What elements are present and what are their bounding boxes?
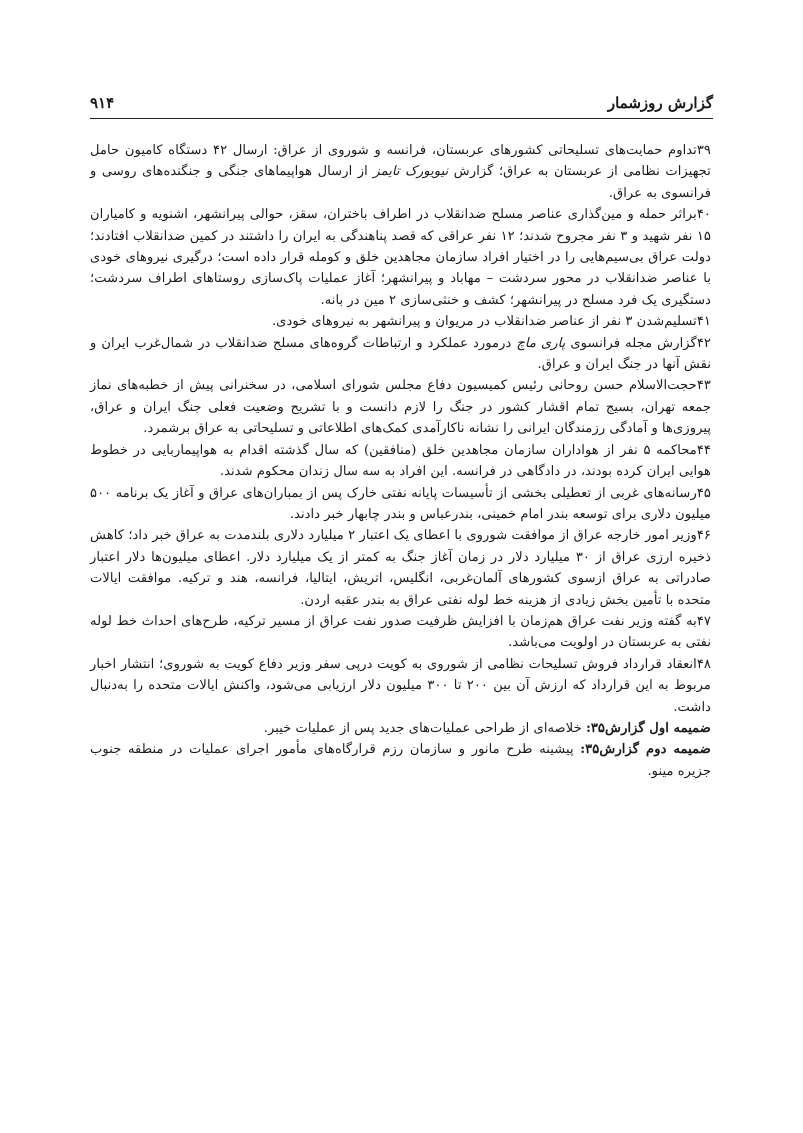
report-item-45 (90, 483, 711, 526)
item-text: انعقاد قرارداد فروش تسلیحات نظامی از شوروی به کویت درپی سفر وزیر دفاع کویت به شوروی؛ انتشار اخبار مربوط به این قرارداد که ارزش آن بین ۲۰۰ تا ۳۰۰ میلیون دلار ارزیابی می‌شود، واکنش ایالات متحده را به‌دنبال داشت. (90, 656, 711, 715)
report-body (90, 140, 711, 782)
item-number: ۴۲ (696, 335, 711, 351)
item-text: به گفته وزیر نفت عراق هم‌زمان با افزایش ظرفیت صدور نفت عراق از مسیر ترکیه، طرح‌های احداث خط لوله نفتی به عربستان در اولویت می‌باشد. (90, 613, 711, 651)
appendix-1 (90, 718, 711, 739)
report-item-40 (90, 204, 711, 311)
item-text-continued: از ارسال هواپیماهای جنگی و جنگنده‌های روسی و فرانسوی به عراق. (90, 164, 711, 201)
item-number: ۳۹ (696, 143, 711, 158)
item-text: وزیر امور خارجه عراق از موافقت شوروی با اعطای یک اعتبار ۲ میلیارد دلاری بلندمدت به عراق خبر داد؛ کاهش ذخیره ارزی عراق از ۳۰ میلیارد دلار در زمان آغاز جنگ به کمتر از یک میلیارد دلار. اعطای میلیون‌ها دلار اعتبار صادراتی به عراق ازسوی کشورهای آلمان‌غربی، انگلیس، اتریش، ایتالیا، فرانسه، هند و ترکیه. موافقت ایالات متحده با تأمین بخش زیادی از هزینه خط لوله نفتی عراق به بندر عقبه اردن. (90, 528, 711, 608)
item-text: رسانه‌های غربی از تعطیلی بخشی از تأسیسات پایانه نفتی خارک پس از بمباران‌های عراق و آغاز یک برنامه ۵۰۰ میلیون دلاری برای توسعه بندر امام خمینی، بندرعباس و بندر چابهار خبر دادند. (90, 485, 711, 522)
item-text: محاکمه ۵ نفر از هواداران سازمان مجاهدین خلق (منافقین) که سال گذشته اقدام به هواپیماربایی در خطوط هوایی ایران کرده بودند، در دادگاهی در فرانسه. این افراد به سه سال زندان محکوم شدند. (90, 442, 711, 480)
report-item-46 (90, 525, 711, 611)
item-text: گزارش مجله فرانسوی (565, 335, 697, 351)
appendix-text: خلاصه‌ای از طراحی عملیات‌های جدید پس از عملیات خیبر. (263, 720, 586, 736)
report-item-44 (90, 440, 711, 483)
appendix-2 (90, 739, 711, 782)
page-number: ۹۱۴ (90, 94, 115, 112)
item-number: ۴۴ (696, 442, 711, 458)
item-publication: نیویورک تایمز (373, 164, 449, 180)
item-number: ۴۶ (696, 528, 711, 544)
item-text: تداوم حمایت‌های تسلیحاتی کشورهای عربستان، فرانسه و شوروی از عراق: ارسال ۴۲ دستگاه کامیون حامل تجهیزات نظامی از عربستان به عراق؛ گزارش (90, 143, 711, 180)
report-item-47 (90, 611, 711, 654)
report-item-42 (90, 333, 711, 376)
appendix-label: ضمیمه دوم گزارش۳۵: (580, 742, 711, 758)
item-number: ۴۵ (696, 485, 711, 501)
report-item-39 (90, 140, 711, 204)
item-number: ۴۱ (696, 314, 711, 330)
item-text: حجت‌الاسلام حسن روحانی رئیس کمیسیون دفاع مجلس شورای اسلامی، در سخنرانی پیش از خطبه‌های نماز جمعه تهران، بسیج تمام اقشار کشور در جنگ را لازم دانست و با تشریح وضعیت فعلی جنگ ایران و عراق، پیروزی‌ها و آمادگی رزمندگان ایرانی را نشانه ناکارآمدی کمک‌های اطلاعاتی و تسلیحاتی به عراق برشمرد. (90, 378, 711, 437)
report-item-48 (90, 654, 711, 718)
item-text: براثر حمله و مین‌گذاری عناصر مسلح ضدانقلاب در اطراف باختران، سقز، حوالی پیرانشهر، اشنویه و کامیاران ۱۵ نفر شهید و ۳ نفر مجروح شدند؛ ۱۲ نفر عراقی که قصد پناهندگی به ایران را داشتند در کمین ضدانقلاب افتادند؛ دولت عراق بی‌سیم‌هایی را در اختیار افراد سازمان مجاهدین خلق و کومله قرار داده است؛ درگیری نیروهای خودی با عناصر ضدانقلاب در محور سردشت – مهاباد و پیرانشهر؛ آغاز عملیات پاک‌سازی روستاهای اطراف سردشت؛ دستگیری یک فرد مسلح در پیرانشهر؛ کشف و خنثی‌سازی ۲ مین در بانه. (90, 207, 711, 308)
running-title: گزارش روزشمار (607, 94, 713, 112)
item-number: ۴۳ (696, 378, 711, 394)
item-number: ۴۸ (696, 656, 711, 672)
header-rule (90, 118, 713, 119)
item-publication: پاری ماچ (516, 335, 566, 351)
item-text-continued: درمورد عملکرد و ارتباطات گروه‌های مسلح ضدانقلاب در شمال‌غرب ایران و نقش آنها در جنگ ایران و عراق. (90, 335, 711, 373)
report-item-43 (90, 375, 711, 439)
appendix-label: ضمیمه اول گزارش۳۵: (585, 720, 711, 736)
item-number: ۴۷ (696, 613, 711, 629)
item-number: ۴۰ (696, 207, 711, 223)
appendix-text: پیشینه طرح مانور و سازمان رزم قرارگاه‌های مأمور اجرای عملیات در منطقه جنوب جزیره مینو. (90, 742, 711, 779)
page-header (90, 84, 713, 112)
report-item-41 (90, 311, 711, 332)
item-text: تسلیم‌شدن ۳ نفر از عناصر ضدانقلاب در مریوان و پیرانشهر به نیروهای خودی. (271, 314, 697, 330)
